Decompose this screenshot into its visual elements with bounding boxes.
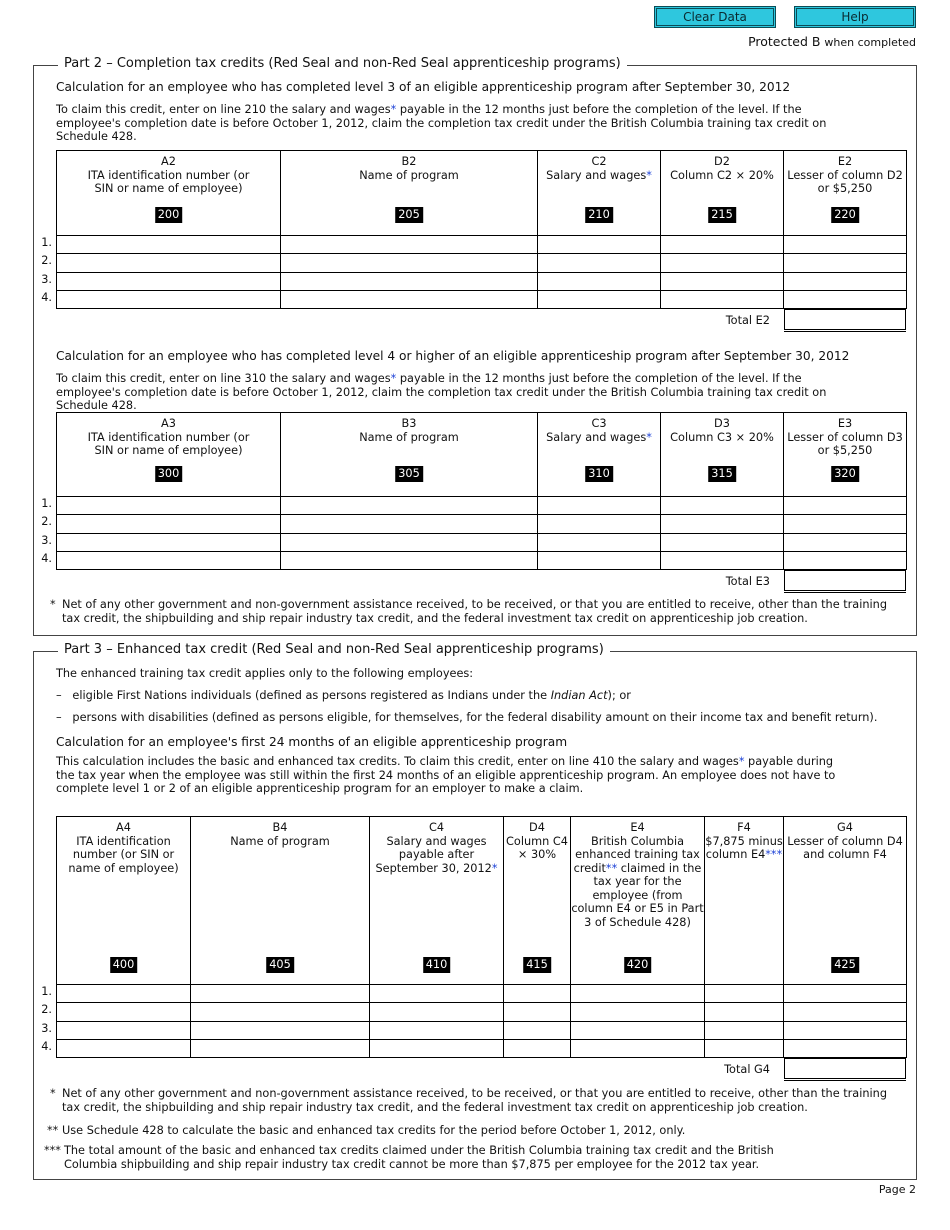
input-cell[interactable] (57, 254, 281, 272)
part2-sec1-heading: Calculation for an employee who has completed level 3 of an eligible apprenticeship program after September 30, 2012 (56, 80, 791, 94)
total-g4-field[interactable] (784, 1058, 906, 1079)
input-cell[interactable] (571, 1039, 705, 1057)
col-b2: B2 Name of program 205 (281, 151, 538, 236)
part3-legend: Part 3 – Enhanced tax credit (Red Seal and non-Red Seal apprenticeship programs) (58, 642, 610, 657)
part2-legend: Part 2 – Completion tax credits (Red Seal and non-Red Seal apprenticeship programs) (58, 56, 627, 71)
bullet-italic: Indian Act (550, 689, 608, 702)
input-cell[interactable] (571, 1003, 705, 1021)
input-cell[interactable] (784, 254, 907, 272)
col-d4: D4 Column C4 × 30% 415 (504, 817, 571, 985)
col-d3: D3 Column C3 × 20% 315 (661, 413, 784, 497)
line-code: 320 (831, 466, 859, 482)
input-cell[interactable] (784, 1039, 907, 1057)
input-cell[interactable] (661, 551, 784, 569)
input-cell[interactable] (57, 1039, 191, 1057)
table-header-row (57, 151, 907, 236)
part3-table (56, 816, 907, 1058)
asterisk-mark: * (390, 372, 397, 385)
input-cell[interactable] (370, 985, 504, 1003)
input-cell[interactable] (784, 290, 907, 308)
col-e2: E2 Lesser of column D2 or $5,250 220 (784, 151, 907, 236)
table-row (57, 533, 907, 551)
input-cell[interactable] (191, 1003, 370, 1021)
input-cell[interactable] (784, 1021, 907, 1039)
part3-footnote-3 (44, 1144, 824, 1171)
input-cell[interactable] (538, 272, 661, 290)
row-number: 1. (41, 985, 52, 998)
para-text: To claim this credit, enter on line 310 the salary and wages (56, 372, 391, 385)
input-cell[interactable] (504, 985, 571, 1003)
col-e3: E3 Lesser of column D3 or $5,250 320 (784, 413, 907, 497)
col-a2: A2 ITA identification number (or SIN or name of employee) 200 (57, 151, 281, 236)
input-cell[interactable] (661, 533, 784, 551)
table-row (57, 551, 907, 569)
line-code: 425 (831, 957, 859, 973)
input-cell[interactable] (57, 515, 281, 533)
table-row (57, 272, 907, 290)
input-cell[interactable] (661, 254, 784, 272)
col-c2: C2 Salary and wages* 210 (538, 151, 661, 236)
line-code: 310 (585, 466, 613, 482)
bullet-first-nations: – eligible First Nations individuals (defined as persons registered as Indians under the Indian Act); or (56, 689, 631, 702)
input-cell[interactable] (281, 254, 538, 272)
footnote-text: The total amount of the basic and enhanced tax credits claimed under the British Columbia training tax credit and the British Columbia shipbuilding and ship repair industry tax credit cannot be more than $7,875 per employee for the 2012 tax year. (64, 1144, 774, 1171)
input-cell[interactable] (57, 1003, 191, 1021)
input-cell[interactable] (191, 1039, 370, 1057)
col-a3: A3 ITA identification number (or SIN or name of employee) 300 (57, 413, 281, 497)
total-e3-label: Total E3 (725, 575, 770, 588)
line-code: 305 (395, 466, 423, 482)
line-code: 410 (423, 957, 451, 973)
input-cell[interactable] (538, 290, 661, 308)
page-number: Page 2 (878, 1183, 916, 1196)
part3-paragraph (56, 755, 846, 796)
line-code: 405 (266, 957, 294, 973)
input-cell[interactable] (370, 1021, 504, 1039)
input-cell[interactable] (538, 533, 661, 551)
part2-sec1-paragraph (56, 103, 856, 144)
input-cell[interactable] (705, 1021, 784, 1039)
footnote-mark: * (50, 1087, 56, 1100)
input-cell[interactable] (57, 551, 281, 569)
part3-heading: Calculation for an employee's first 24 months of an eligible apprenticeship program (56, 735, 568, 749)
input-cell[interactable] (705, 985, 784, 1003)
clear-data-button[interactable]: Clear Data (654, 6, 776, 28)
table-row (57, 1039, 907, 1057)
input-cell[interactable] (281, 551, 538, 569)
input-cell[interactable] (57, 985, 191, 1003)
input-cell[interactable] (370, 1003, 504, 1021)
line-code: 215 (708, 207, 736, 223)
footnote-text: Use Schedule 428 to calculate the basic and enhanced tax credits for the period before October 1, 2012, only. (62, 1124, 686, 1137)
input-cell[interactable] (538, 254, 661, 272)
para-text: payable in the 12 months just before the completion of the level. If the employee's completion date is before October 1, 2012, claim the completion tax credit under the British Columbia training tax credit on Schedule 428. (56, 103, 827, 143)
row-number: 1. (41, 236, 52, 249)
line-code: 220 (831, 207, 859, 223)
table-row (57, 497, 907, 515)
table-row (57, 290, 907, 308)
table-header-row (57, 413, 907, 497)
line-code: 420 (624, 957, 652, 973)
bullet-disabilities: – persons with disabilities (defined as persons eligible, for themselves, for the federal disability amount on their income tax and benefit return). (56, 711, 878, 724)
input-cell[interactable] (784, 551, 907, 569)
asterisk-mark: * (390, 103, 397, 116)
input-cell[interactable] (538, 236, 661, 254)
input-cell[interactable] (57, 236, 281, 254)
part2-section (33, 56, 917, 636)
input-cell[interactable] (57, 290, 281, 308)
col-c3: C3 Salary and wages* 310 (538, 413, 661, 497)
input-cell[interactable] (504, 1021, 571, 1039)
input-cell[interactable] (661, 497, 784, 515)
part3-intro: The enhanced training tax credit applies only to the following employees: (56, 667, 474, 680)
para-text: This calculation includes the basic and enhanced tax credits. To claim this credit, enter on line 410 the salary and wages (56, 755, 739, 768)
footnote-mark: *** (44, 1144, 61, 1157)
input-cell[interactable] (281, 236, 538, 254)
part2-table-2 (56, 412, 907, 570)
row-number: 3. (41, 534, 52, 547)
input-cell[interactable] (538, 551, 661, 569)
input-cell[interactable] (705, 1039, 784, 1057)
input-cell[interactable] (784, 515, 907, 533)
row-number: 4. (41, 552, 52, 565)
row-number: 4. (41, 1040, 52, 1053)
footnote-mark: * (50, 598, 56, 611)
line-code: 415 (523, 957, 551, 973)
part3-section (33, 642, 917, 1180)
line-code: 300 (155, 466, 183, 482)
para-text: payable in the 12 months just before the completion of the level. If the employee's completion date is before October 1, 2012, claim the completion tax credit under the British Columbia training tax credit on Schedule 428. (56, 372, 827, 412)
table-row (57, 1003, 907, 1021)
input-cell[interactable] (281, 533, 538, 551)
protected-b-notice (748, 34, 916, 49)
asterisk-mark: * (738, 755, 745, 768)
line-code: 400 (110, 957, 138, 973)
input-cell[interactable] (661, 236, 784, 254)
table-row (57, 254, 907, 272)
line-code: 315 (708, 466, 736, 482)
input-cell[interactable] (784, 985, 907, 1003)
input-cell[interactable] (661, 515, 784, 533)
col-a4: A4 ITA identification number (or SIN or name of employee) 400 (57, 817, 191, 985)
input-cell[interactable] (504, 1039, 571, 1057)
input-cell[interactable] (538, 515, 661, 533)
table-header-row (57, 817, 907, 985)
part2-sec2-heading: Calculation for an employee who has completed level 4 or higher of an eligible apprenticeship program after September 30, 2012 (56, 349, 850, 363)
part3-footnote-1 (50, 1087, 892, 1114)
input-cell[interactable] (281, 290, 538, 308)
col-d2: D2 Column C2 × 20% 215 (661, 151, 784, 236)
line-code: 200 (155, 207, 183, 223)
input-cell[interactable] (784, 533, 907, 551)
col-b3: B3 Name of program 305 (281, 413, 538, 497)
footnote-text: Net of any other government and non-government assistance received, to be received, or that you are entitled to receive, other than the training tax credit, the shipbuilding and ship repair industry tax credit, and the federal investment tax credit on apprenticeship job creation. (62, 1087, 887, 1114)
table-row (57, 985, 907, 1003)
footnote-mark: ** (47, 1124, 59, 1137)
part3-footnote-2 (47, 1124, 892, 1138)
table-row (57, 236, 907, 254)
row-number: 4. (41, 291, 52, 304)
input-cell[interactable] (281, 272, 538, 290)
protected-small-label: when completed (824, 36, 916, 49)
input-cell[interactable] (57, 272, 281, 290)
line-code: 205 (395, 207, 423, 223)
input-cell[interactable] (784, 236, 907, 254)
footnote-text: Net of any other government and non-government assistance received, to be received, or that you are entitled to receive, other than the training tax credit, the shipbuilding and ship repair industry tax credit, and the federal investment tax credit on apprenticeship job creation. (62, 598, 887, 625)
input-cell[interactable] (57, 533, 281, 551)
bullet-text: persons with disabilities (defined as persons eligible, for themselves, for the federal disability amount on their income tax and benefit return). (72, 711, 878, 724)
input-cell[interactable] (705, 1003, 784, 1021)
row-number: 3. (41, 1022, 52, 1035)
input-cell[interactable] (784, 1003, 907, 1021)
total-g4-label: Total G4 (724, 1063, 770, 1076)
row-number: 1. (41, 497, 52, 510)
input-cell[interactable] (504, 1003, 571, 1021)
input-cell[interactable] (661, 290, 784, 308)
row-number: 2. (41, 254, 52, 267)
help-button[interactable]: Help (794, 6, 916, 28)
total-e2-field[interactable] (784, 309, 906, 330)
bullet-text: ); or (607, 689, 631, 702)
input-cell[interactable] (57, 1021, 191, 1039)
col-e4: E4 British Columbia enhanced training tax credit** claimed in the tax year for the employee (from column E4 or E5 in Part 3 of Schedule 428) 420 (571, 817, 705, 985)
para-text: To claim this credit, enter on line 210 the salary and wages (56, 103, 391, 116)
bullet-text: eligible First Nations individuals (defined as persons registered as Indians under the (72, 689, 551, 702)
protected-label: Protected B (748, 34, 821, 49)
input-cell[interactable] (191, 985, 370, 1003)
row-number: 2. (41, 515, 52, 528)
line-code: 210 (585, 207, 613, 223)
input-cell[interactable] (281, 515, 538, 533)
para-text: payable during the tax year when the employee was still within the first 24 months of an eligible apprenticeship program. An employee does not have to complete level 1 or 2 of an eligible apprenticeship program for an employer to make a claim. (56, 755, 836, 795)
input-cell[interactable] (281, 497, 538, 515)
input-cell[interactable] (571, 985, 705, 1003)
table-row (57, 515, 907, 533)
col-g4: G4 Lesser of column D4 and column F4 425 (784, 817, 907, 985)
input-cell[interactable] (784, 497, 907, 515)
col-c4: C4 Salary and wages payable after September 30, 2012* 410 (370, 817, 504, 985)
input-cell[interactable] (661, 272, 784, 290)
row-number: 3. (41, 273, 52, 286)
col-f4: F4 $7,875 minus column E4*** (705, 817, 784, 985)
part2-table-1 (56, 150, 907, 309)
input-cell[interactable] (57, 497, 281, 515)
row-number: 2. (41, 1003, 52, 1016)
input-cell[interactable] (191, 1021, 370, 1039)
part2-footnote (50, 598, 892, 625)
input-cell[interactable] (370, 1039, 504, 1057)
total-e3-field[interactable] (784, 570, 906, 591)
input-cell[interactable] (571, 1021, 705, 1039)
input-cell[interactable] (538, 497, 661, 515)
col-b4: B4 Name of program 405 (191, 817, 370, 985)
table-row (57, 1021, 907, 1039)
part2-sec2-paragraph (56, 372, 856, 413)
total-e2-label: Total E2 (725, 314, 770, 327)
input-cell[interactable] (784, 272, 907, 290)
